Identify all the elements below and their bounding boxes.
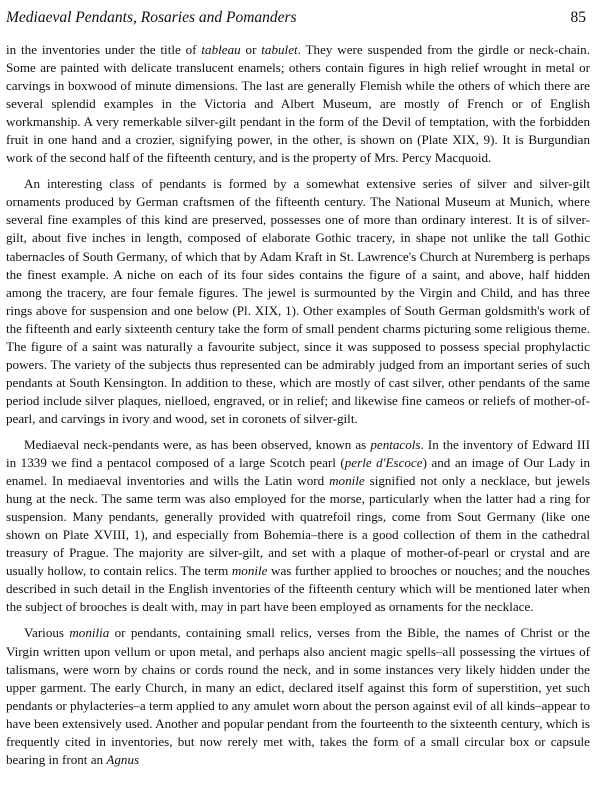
text-run: An interesting class of pendants is formed by a somewhat extensive series of silver and silver-gilt ornaments produced by German craftsmen of the fifteenth century. The National Museum at Munich, where several fine examples of this kind are preserved, possesses one of more than ordinary interest. It is of silver-gilt, about five inches in length, composed of elaborate Gothic tracery, in shape not unlike the tall Gothic tabernacles of South Germany, of which that by Adam Kraft in St. Lawrence's Church at Nuremberg is perhaps the finest example. A niche on each of its four sides contains the figure of a saint, and above, half hidden among the tracery, are four female figures. The jewel is surmounted by the Virgin and Child, and has three rings above for suspension and one below (Pl. XIX, 1). Other examples of South German goldsmith's work of the fifteenth and early sixteenth century take the form of small pendent charms picturing some religious theme. The figure of a saint was naturally a favourite subject, since it was supposed to possess special prophylactic powers. The variety of the subjects thus represented can be admirably judged from an important series of such pendants at South Kensington. In addition to these, which are mostly of cast silver, other pendants of the same period include silver plaques, nielloed, engraved, or in relief; and likewise fine cameos or reliefs of mother-of-pearl, and carvings in ivory and wood, set in coronets of silver-gilt. xyxy=(6,176,590,426)
italic-term: tabulet xyxy=(261,42,298,57)
running-title: Mediaeval Pendants, Rosaries and Pomanders xyxy=(6,9,297,26)
text-run: . They were suspended from the girdle or neck-chain. Some are painted with delicate translucent enamels; others contain figures in high relief wrought in metal or carvings in boxwood of minute dimensions. The last are generally Flemish while the others of which there are several splendid examples in the Victoria and Albert Museum, are mostly of French or of English workmanship. A very remerkable silver-gilt pendant in the form of the Devil of temptation, with the forbidden fruit in one hand and a crozier, signifying power, in the other, is shown on (Plate XIX, 9). It is Burgundian work of the second half of the fifteenth century, and is the property of Mrs. Percy Macquoid. xyxy=(6,42,590,166)
text-run: ) and an image of Our Lady in enamel. In mediaeval inventories and wills the Latin word xyxy=(6,455,590,489)
italic-term: tableau xyxy=(201,42,241,57)
text-run: or xyxy=(240,42,262,57)
italic-term: perle d'Escoce xyxy=(344,455,423,471)
body-text xyxy=(6,41,590,769)
text-run: or pendants, containing small relics, verses from the Bible, the names of Christ or the Virgin written upon vellum or upon metal, and perhaps also ancient magic spells–all possessing the virtues of talismans, were worn by chains or cords round the neck, and in some instances very likely hidden under the upper garment. The early Church, in many an edict, declared itself against this form of superstition, yet such pendants or phylacteries–a term applied to any amulet worn about the person against evil of all kinds–appear to have been extensively used. Another and popular pendant from the fourteenth to the sixteenth century, which is frequently cited in inventories, but now rerely met with, takes the form of a small circular box or capsule bearing in front an xyxy=(6,625,590,767)
italic-term: monilia xyxy=(69,625,110,641)
paragraph-1 xyxy=(6,41,590,167)
paragraph-4 xyxy=(6,624,590,768)
running-head xyxy=(6,7,592,29)
italic-term: monile xyxy=(329,473,365,489)
paragraph-2 xyxy=(6,175,590,428)
text-run: Various xyxy=(24,625,70,641)
page-number: 85 xyxy=(570,9,586,26)
text-run: . In the inventory of Edward III in 1339 we find a pentacol composed of a large Scotch pearl ( xyxy=(6,436,590,471)
italic-term: pentacols xyxy=(370,436,421,452)
text-run: was further applied to brooches or nouches; and the nouches described in such detail in the English inventories of the fifteenth century which will be mentioned later when the subject of brooches is dealt with, may in part have been employed as ornaments for the necklace. xyxy=(6,563,590,615)
paragraph-3 xyxy=(6,436,590,616)
italic-term: monile xyxy=(231,563,268,579)
text-run: signified not only a necklace, but jewels hung at the neck. The same term was also employed for the morse, particularly when the latter had a ring for suspension. Many pendants, generally provided with quatrefoil rings, come from Sout Germany (like one shown on Plate XVIII, 1), and especially from Bohemia–there is a good collection of them in the cathedral treasury of Prague. The majority are silver-gilt, and set with a plaque of mother-of-pearl or crystal and are usually hollow, to contain relics. The term xyxy=(6,473,590,579)
italic-term: Agnus xyxy=(106,751,140,767)
text-run: Mediaeval neck-pendants were, as has been observed, known as xyxy=(24,436,371,452)
text-run: in the inventories under the title of xyxy=(6,42,202,57)
